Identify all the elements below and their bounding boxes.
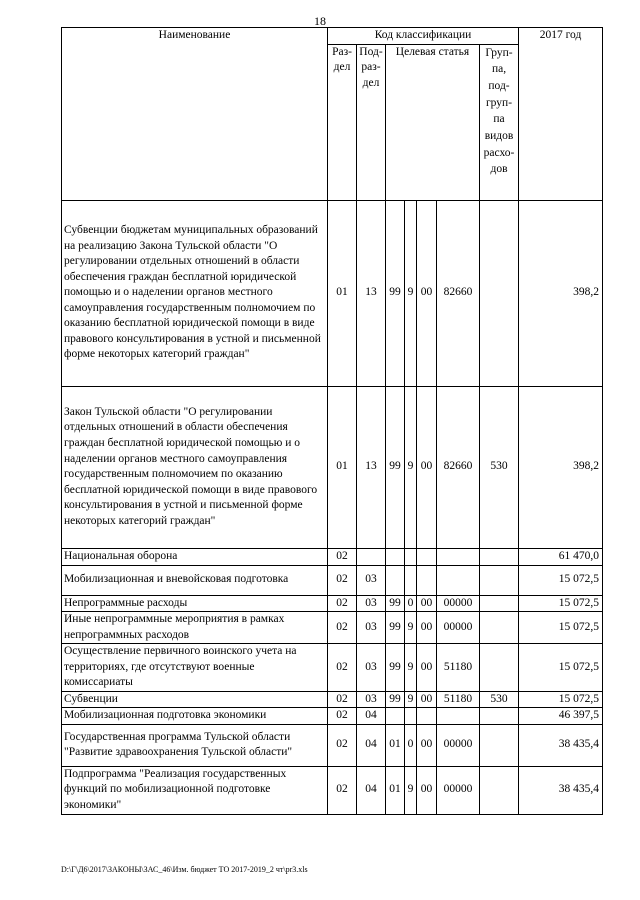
row-amount: 398,2 xyxy=(519,386,603,548)
row-target-code: 00000 xyxy=(437,724,480,766)
row-target-subprogram: 9 xyxy=(405,386,417,548)
row-target-direction: 00 xyxy=(417,644,437,692)
header-year: 2017 год xyxy=(519,28,603,201)
header-group: Груп- па, под- груп- па видов расхо- дов xyxy=(480,44,519,200)
row-subsection: 13 xyxy=(357,200,386,386)
row-target-code xyxy=(437,708,480,725)
header-code: Код классификации xyxy=(328,28,519,45)
table-row xyxy=(62,386,603,548)
row-target-direction: 00 xyxy=(417,691,437,708)
row-expense-group: 530 xyxy=(480,691,519,708)
header-target-article: Целевая статья xyxy=(386,44,480,200)
row-amount: 15 072,5 xyxy=(519,691,603,708)
row-section: 02 xyxy=(328,708,357,725)
row-amount: 15 072,5 xyxy=(519,644,603,692)
row-target-program xyxy=(386,565,405,595)
row-target-direction xyxy=(417,548,437,565)
table-row xyxy=(62,644,603,692)
row-target-code: 00000 xyxy=(437,595,480,612)
row-section: 02 xyxy=(328,766,357,814)
row-target-subprogram: 0 xyxy=(405,724,417,766)
row-name: Иные непрограммные мероприятия в рамках непрограммных расходов xyxy=(62,612,328,644)
row-amount: 46 397,5 xyxy=(519,708,603,725)
row-section: 02 xyxy=(328,644,357,692)
row-target-subprogram xyxy=(405,708,417,725)
row-section: 02 xyxy=(328,548,357,565)
row-target-program xyxy=(386,708,405,725)
row-name: Национальная оборона xyxy=(62,548,328,565)
table-row xyxy=(62,766,603,814)
row-section: 02 xyxy=(328,691,357,708)
row-target-subprogram: 9 xyxy=(405,200,417,386)
row-target-program: 99 xyxy=(386,595,405,612)
row-target-subprogram: 9 xyxy=(405,644,417,692)
row-subsection: 03 xyxy=(357,565,386,595)
row-subsection: 03 xyxy=(357,595,386,612)
table-row xyxy=(62,708,603,725)
row-target-code xyxy=(437,548,480,565)
row-name: Государственная программа Тульской области "Развитие здравоохранения Тульской области" xyxy=(62,724,328,766)
row-expense-group: 530 xyxy=(480,386,519,548)
row-subsection: 03 xyxy=(357,644,386,692)
row-expense-group xyxy=(480,724,519,766)
file-path-footer: D:\Г\Д6\2017\ЗАКОНЫ\ЗАС_46\Изм. бюджет ТО 2017-2019_2 чт\pr3.xls xyxy=(61,865,308,874)
row-expense-group xyxy=(480,200,519,386)
row-target-code: 82660 xyxy=(437,200,480,386)
row-section: 01 xyxy=(328,386,357,548)
row-subsection xyxy=(357,548,386,565)
row-name: Субвенции xyxy=(62,691,328,708)
row-name: Подпрограмма "Реализация государственных функций по мобилизационной подготовке экономики" xyxy=(62,766,328,814)
page-number: 18 xyxy=(314,14,326,28)
row-subsection: 13 xyxy=(357,386,386,548)
row-expense-group xyxy=(480,644,519,692)
row-expense-group xyxy=(480,612,519,644)
row-target-code: 51180 xyxy=(437,691,480,708)
table-row xyxy=(62,595,603,612)
row-target-direction: 00 xyxy=(417,766,437,814)
row-section: 02 xyxy=(328,595,357,612)
row-amount: 15 072,5 xyxy=(519,595,603,612)
row-target-program: 99 xyxy=(386,644,405,692)
header-section: Раз- дел xyxy=(328,44,357,200)
row-subsection: 03 xyxy=(357,612,386,644)
row-amount: 38 435,4 xyxy=(519,766,603,814)
row-target-direction: 00 xyxy=(417,386,437,548)
row-target-program: 99 xyxy=(386,691,405,708)
row-target-direction: 00 xyxy=(417,724,437,766)
row-target-subprogram: 0 xyxy=(405,595,417,612)
row-target-code: 00000 xyxy=(437,612,480,644)
row-name: Мобилизационная и вневойсковая подготовка xyxy=(62,565,328,595)
row-target-program: 99 xyxy=(386,386,405,548)
row-target-code: 00000 xyxy=(437,766,480,814)
header-subsection: Под- раз- дел xyxy=(357,44,386,200)
row-target-subprogram: 9 xyxy=(405,691,417,708)
row-amount: 15 072,5 xyxy=(519,612,603,644)
row-name: Субвенции бюджетам муниципальных образований на реализацию Закона Тульской области "О регулировании отдельных отношений в области обеспечения граждан бесплатной юридической помощью и о наделении органов местного самоуправления государственным полномочием по оказанию бесплатной юридической помощи в виде правового консультирования в устной и письменной форме некоторых категорий граждан" xyxy=(62,200,328,386)
row-target-direction: 00 xyxy=(417,595,437,612)
row-amount: 38 435,4 xyxy=(519,724,603,766)
row-target-program: 99 xyxy=(386,200,405,386)
row-target-direction xyxy=(417,708,437,725)
row-expense-group xyxy=(480,708,519,725)
row-amount: 15 072,5 xyxy=(519,565,603,595)
row-name: Осуществление первичного воинского учета на территориях, где отсутствуют военные комиссариаты xyxy=(62,644,328,692)
row-target-direction: 00 xyxy=(417,200,437,386)
row-name: Непрограммные расходы xyxy=(62,595,328,612)
row-target-code: 51180 xyxy=(437,644,480,692)
row-section: 02 xyxy=(328,724,357,766)
table-row xyxy=(62,200,603,386)
header-name: Наименование xyxy=(62,28,328,201)
row-subsection: 03 xyxy=(357,691,386,708)
row-target-code xyxy=(437,565,480,595)
row-target-program: 01 xyxy=(386,724,405,766)
table-row xyxy=(62,691,603,708)
row-name: Закон Тульской области "О регулировании отдельных отношений в области обеспечения граждан бесплатной юридической помощью и о наделении органов местного самоуправления государственным полномочием по оказанию бесплатной юридической помощи в виде правового консультирования в устной и письменной форме некоторых категорий граждан" xyxy=(62,386,328,548)
row-subsection: 04 xyxy=(357,708,386,725)
table-row xyxy=(62,612,603,644)
row-subsection: 04 xyxy=(357,766,386,814)
row-target-direction xyxy=(417,565,437,595)
row-target-direction: 00 xyxy=(417,612,437,644)
row-target-subprogram: 9 xyxy=(405,612,417,644)
table-row xyxy=(62,724,603,766)
row-expense-group xyxy=(480,595,519,612)
row-target-subprogram: 9 xyxy=(405,766,417,814)
table-row xyxy=(62,565,603,595)
row-section: 02 xyxy=(328,612,357,644)
row-target-code: 82660 xyxy=(437,386,480,548)
row-section: 01 xyxy=(328,200,357,386)
table-row xyxy=(62,548,603,565)
row-expense-group xyxy=(480,766,519,814)
row-target-program: 01 xyxy=(386,766,405,814)
row-expense-group xyxy=(480,548,519,565)
row-name: Мобилизационная подготовка экономики xyxy=(62,708,328,725)
row-amount: 61 470,0 xyxy=(519,548,603,565)
row-expense-group xyxy=(480,565,519,595)
row-target-program: 99 xyxy=(386,612,405,644)
row-section: 02 xyxy=(328,565,357,595)
row-target-subprogram xyxy=(405,548,417,565)
row-target-subprogram xyxy=(405,565,417,595)
row-amount: 398,2 xyxy=(519,200,603,386)
row-subsection: 04 xyxy=(357,724,386,766)
row-target-program xyxy=(386,548,405,565)
budget-table xyxy=(61,27,603,815)
